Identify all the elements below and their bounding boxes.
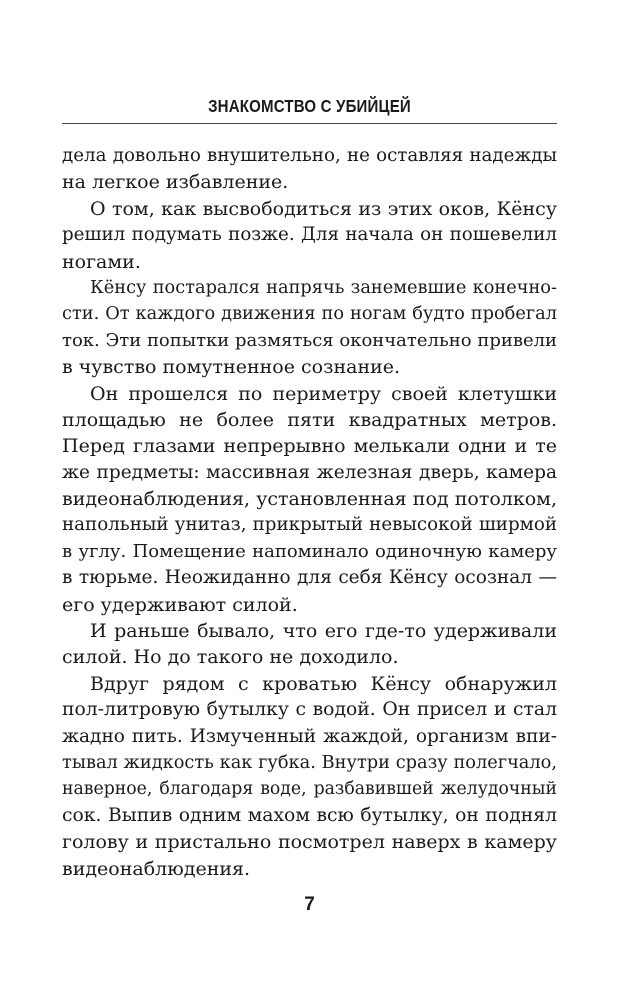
text-line: ногами.: [62, 250, 141, 273]
text-line: сти. От каждого движения по ногам будто пробегал: [62, 304, 557, 325]
text-line: голову и пристально посмотрел наверх в камеру: [62, 831, 557, 854]
text-line: наверное, благодаря воде, разбавившей желудочный: [62, 779, 557, 800]
running-header: ЗНАКОМСТВО С УБИЙЦЕЙ: [208, 96, 411, 116]
text-line: на легкое избавление.: [62, 171, 289, 194]
text-line: в тюрьме. Неожиданно для себя Кёнсу осознал —: [62, 567, 557, 589]
text-line: пол-литровую бутылку с водой. Он присел и стал: [62, 699, 557, 721]
text-line: в углу. Помещение напоминало одиночную камеру: [62, 540, 557, 562]
text-line: видеонаблюдения, установленная под потолком,: [62, 488, 557, 511]
text-line: Кёнсу постарался напрячь занемевшие конечно-: [90, 277, 557, 298]
text-line: силой. Но до такого не доходило.: [62, 646, 399, 669]
text-line: Он прошелся по периметру своей клетушки: [90, 382, 557, 405]
text-line: же предметы: массивная железная дверь, камера: [62, 461, 557, 483]
page-number: 7: [304, 894, 315, 915]
text-line: ток. Эти попытки размяться окончательно привели: [62, 329, 558, 351]
text-line: решил подумать позже. Для начала он пошевелил: [62, 224, 557, 246]
text-line: видеонаблюдения.: [62, 857, 251, 880]
text-line: площадью не более пяти квадратных метров.: [62, 408, 557, 431]
text-line: Вдруг рядом с кроватью Кёнсу обнаружил: [90, 672, 557, 695]
text-line: в чувство помутненное сознание.: [62, 356, 401, 379]
header-rule: [62, 123, 557, 124]
text-line: тывал жидкость как губка. Внутри сразу полегчало,: [62, 752, 557, 773]
text-line: Перед глазами непрерывно мелькали одни и те: [62, 435, 557, 458]
text-line: напольный унитаз, прикрытый невысокой ширмой: [62, 514, 557, 536]
text-line: жадно пить. Измученный жаждой, организм впи-: [62, 725, 557, 747]
text-line: его удерживают силой.: [62, 593, 298, 616]
text-line: И раньше бывало, что его где-то удерживали: [90, 620, 557, 643]
text-line: О том, как высвободиться из этих оков, Кёнсу: [90, 197, 557, 220]
body-text: [62, 143, 557, 882]
text-line: сок. Выпив одним махом всю бутылку, он поднял: [62, 804, 557, 826]
text-line: дела довольно внушительно, не оставляя надежды: [62, 145, 557, 166]
